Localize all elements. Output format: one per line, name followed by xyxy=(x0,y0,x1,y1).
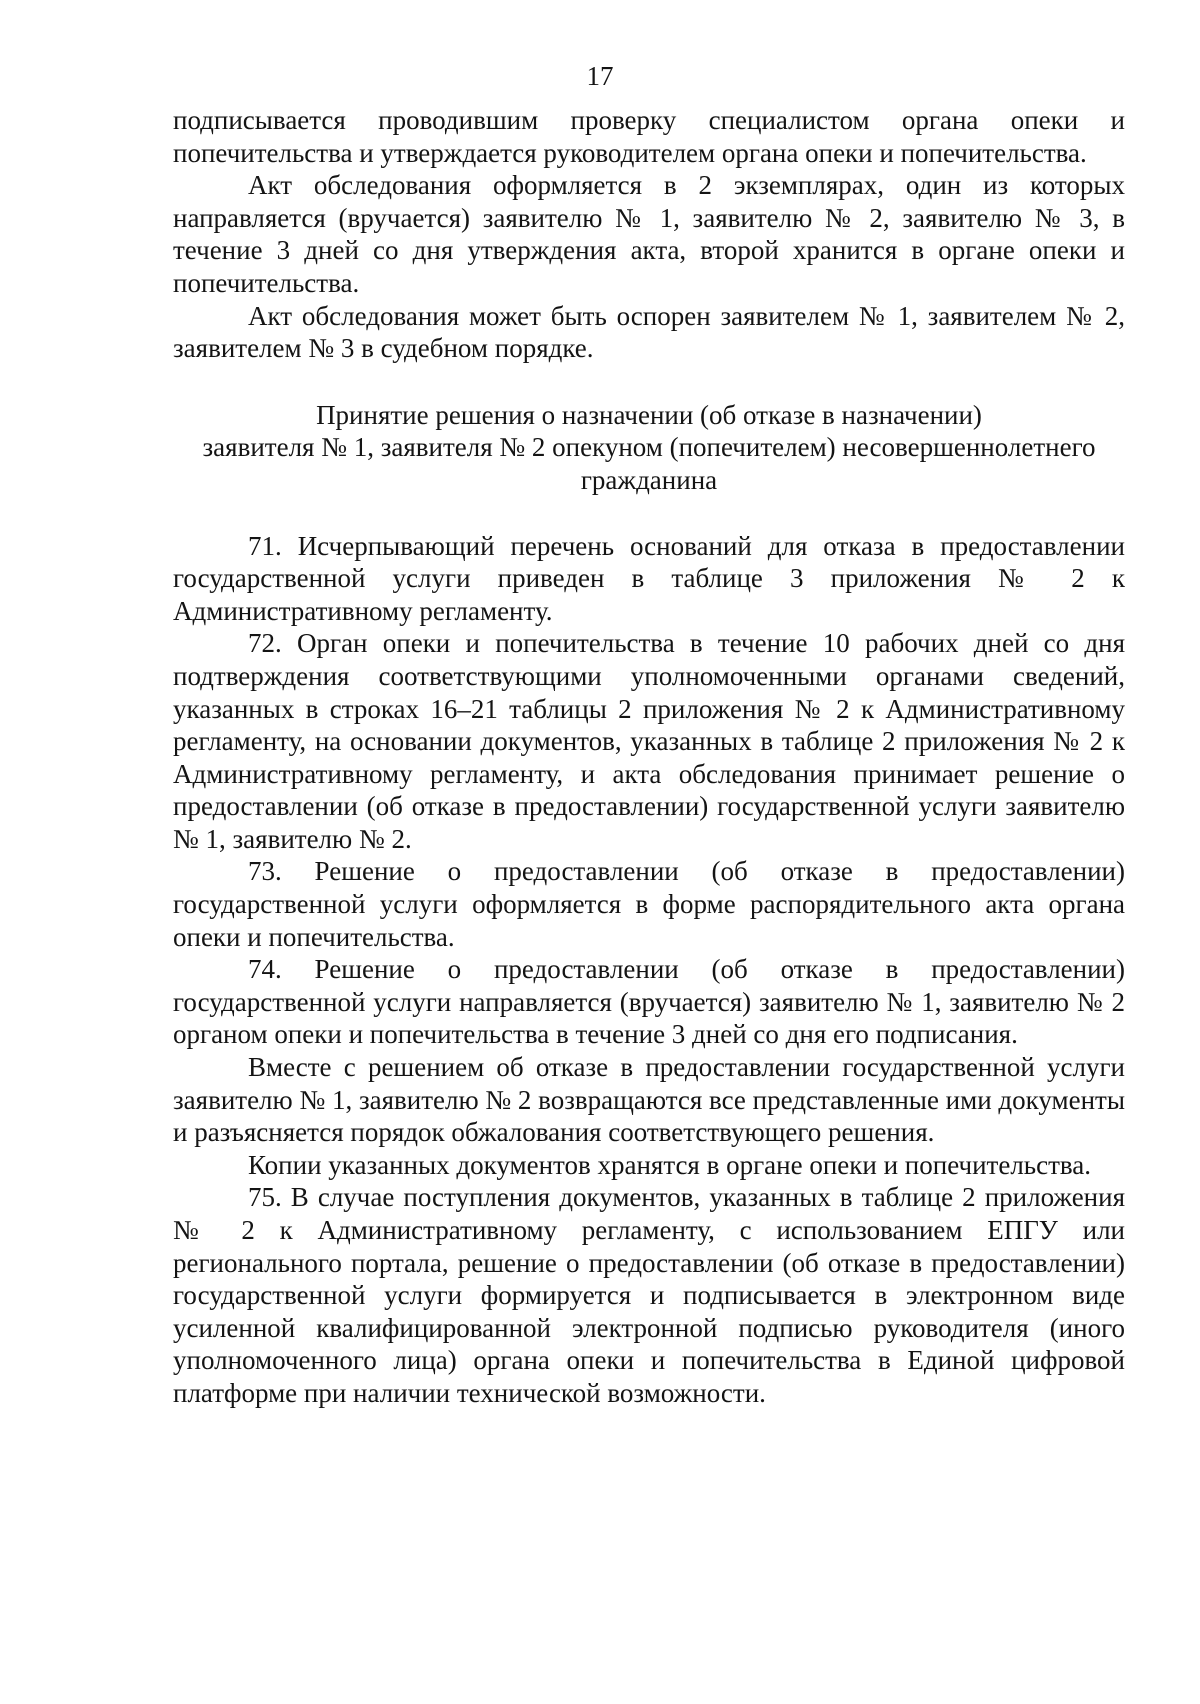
page-number: 17 xyxy=(586,61,614,91)
paragraph-p-continued: подписывается проводившим проверку специалистом органа опеки и попечительства и утверждается руководителем органа опеки и попечительства. xyxy=(173,105,1125,168)
paragraph-p-74: 74. Решение о предоставлении (об отказе в предоставлении) государственной услуги направляется (вручается) заявителю № 1, заявителю № 2 органом опеки и попечительства в течение 3 дней со дня его подписания. xyxy=(173,954,1125,1050)
paragraph-p-72: 72. Орган опеки и попечительства в течение 10 рабочих дней со дня подтверждения соответствующими уполномоченными органами сведений, указанных в строках 16–21 таблицы 2 приложения № 2 к Административному регламенту, на основании документов, указанных в таблице 2 приложения № 2 к Административному регламенту, и акта обследования принимает решение о предоставлении (об отказе в предоставлении) государственной услуги заявителю № 1, заявителю № 2. xyxy=(173,628,1125,854)
paragraph-p-act-copies: Акт обследования оформляется в 2 экземплярах, один из которых направляется (вручается) заявителю № 1, заявителю № 2, заявителю № 3, в течение 3 дней со дня утверждения акта, второй хранится в органе опеки и попечительства. xyxy=(173,170,1125,298)
paragraph-group-bottom xyxy=(173,530,1125,1410)
paragraph-p-75: 75. В случае поступления документов, указанных в таблице 2 приложения № 2 к Административному регламенту, с использованием ЕПГУ или регионального портала, решение о предоставлении (об отказе в предоставлении) государственной услуги формируется и подписывается в электронном виде усиленной квалифицированной электронной подписью руководителя (иного уполномоченного лица) органа опеки и попечительства в Единой цифровой платформе при наличии технической возможности. xyxy=(173,1182,1125,1408)
paragraph-p-74-copies: Копии указанных документов хранятся в органе опеки и попечительства. xyxy=(248,1149,1092,1180)
section-heading-line-3: гражданина xyxy=(580,464,718,495)
section-heading-line-2: заявителя № 1, заявителя № 2 опекуном (попечителем) несовершеннолетнего xyxy=(202,432,1096,463)
paragraph-p-act-appeal: Акт обследования может быть оспорен заявителем № 1, заявителем № 2, заявителем № 3 в судебном порядке. xyxy=(173,300,1125,364)
paragraph-group-top xyxy=(173,104,1125,365)
section-heading-line-1: Принятие решения о назначении (об отказе в назначении) xyxy=(316,399,982,430)
section-heading xyxy=(173,399,1125,497)
paragraph-p-73: 73. Решение о предоставлении (об отказе в предоставлении) государственной услуги оформляется в форме распорядительного акта органа опеки и попечительства. xyxy=(173,856,1125,952)
paragraph-p-74-return: Вместе с решением об отказе в предоставлении государственной услуги заявителю № 1, заявителю № 2 возвращаются все представленные ими документы и разъясняется порядок обжалования соответствующего решения. xyxy=(173,1052,1125,1148)
paragraph-p-71: 71. Исчерпывающий перечень оснований для отказа в предоставлении государственной услуги приведен в таблице 3 приложения № 2 к Административному регламенту. xyxy=(173,530,1125,626)
document-body xyxy=(173,104,1125,1410)
